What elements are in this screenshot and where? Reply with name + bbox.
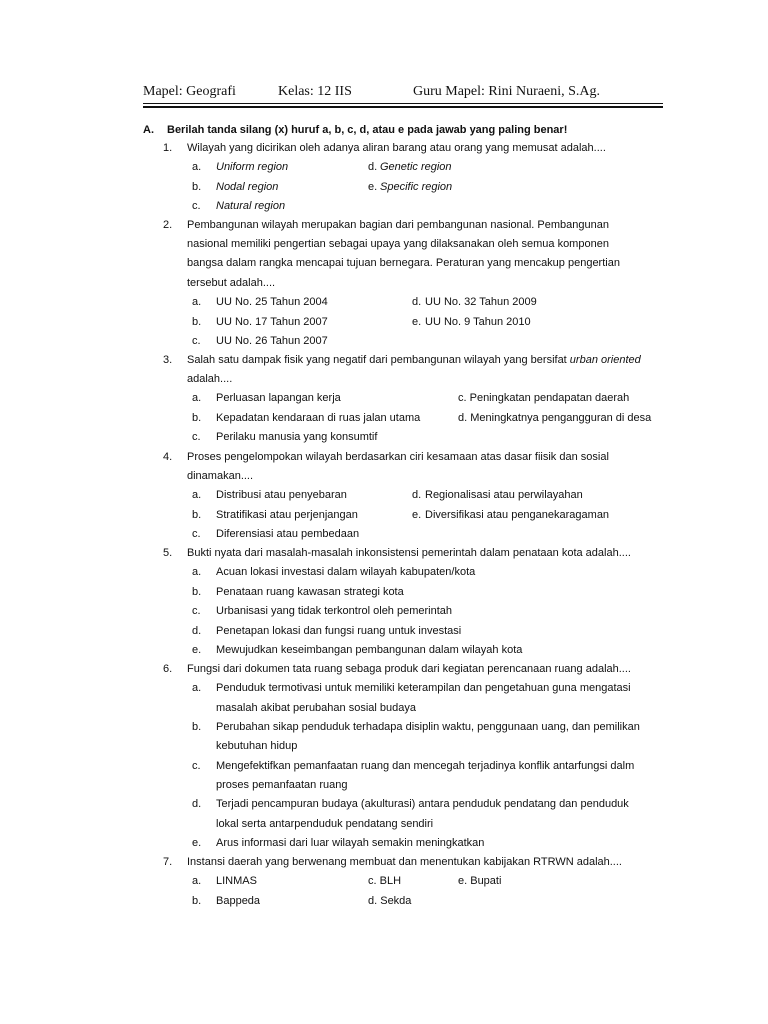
option-text-continued: kebutuhan hidup [216, 740, 298, 752]
option-label: e. [368, 181, 378, 193]
question-text: tersebut adalah.... [187, 277, 276, 289]
option-text: Urbanisasi yang tidak terkontrol oleh pemerintah [216, 605, 453, 617]
option-label: b. [192, 509, 202, 521]
header-rule-thick [143, 106, 663, 108]
option-label: e. [192, 644, 202, 656]
question-text-prefix: Salah satu dampak fisik yang negatif dari pembangunan wilayah yang bersifat [187, 354, 570, 366]
question-text: bangsa dalam rangka mencapai tujuan bernegara. Peraturan yang mencakup pengertian [187, 257, 620, 269]
option-text: c. BLH [368, 875, 402, 887]
option-label: c. [192, 335, 201, 347]
header-rule-thin [143, 103, 663, 104]
option-text: Diversifikasi atau penganekaragaman [425, 509, 610, 521]
option-text: Genetic region [380, 161, 452, 173]
option-label: c. [192, 431, 201, 443]
option-label: c. [192, 200, 201, 212]
option-label: a. [192, 392, 202, 404]
option-text: Perubahan sikap penduduk terhadapa disiplin waktu, penggunaan uang, dan pemilikan [216, 721, 640, 733]
option-text: UU No. 26 Tahun 2007 [216, 335, 328, 347]
option-text-continued: lokal serta antarpenduduk pendatang sendiri [216, 818, 434, 830]
question-text: Instansi daerah yang berwenang membuat dan menentukan kabijakan RTRWN adalah.... [187, 856, 622, 868]
option-label: d. [368, 161, 378, 173]
question-text [187, 353, 641, 367]
option-label: c. [192, 528, 201, 540]
question-text: nasional memiliki pengertian sebagai upaya yang dilaksanakan oleh semua komponen [187, 238, 609, 250]
option-text: UU No. 25 Tahun 2004 [216, 296, 328, 308]
option-text: UU No. 32 Tahun 2009 [425, 296, 537, 308]
option-label: a. [192, 566, 202, 578]
option-text: Perluasan lapangan kerja [216, 392, 341, 404]
option-text: Mengefektifkan pemanfaatan ruang dan mencegah terjadinya konflik antarfungsi dalm [216, 760, 635, 772]
option-label: b. [192, 412, 202, 424]
option-text: Nodal region [216, 181, 279, 193]
option-label: d. [412, 296, 422, 308]
option-label: e. [192, 837, 202, 849]
question-text: Proses pengelompokan wilayah berdasarkan ciri kesamaan atas dasar fiisik dan sosial [187, 451, 609, 463]
option-text: c. Peningkatan pendapatan daerah [458, 392, 630, 404]
option-text: Penduduk termotivasi untuk memiliki keterampilan dan pengetahuan guna mengatasi [216, 682, 631, 694]
option-text: Perilaku manusia yang konsumtif [216, 431, 378, 443]
option-text-continued: proses pemanfaatan ruang [216, 779, 348, 791]
option-text: e. Bupati [458, 875, 502, 887]
option-text: Kepadatan kendaraan di ruas jalan utama [216, 412, 421, 424]
question-number: 5. [163, 547, 173, 559]
option-text: Diferensiasi atau pembedaan [216, 528, 360, 540]
section-letter: A. [143, 124, 154, 136]
option-text: Mewujudkan keseimbangan pembangunan dalam wilayah kota [216, 644, 523, 656]
section-instruction [143, 124, 567, 136]
option-text: UU No. 9 Tahun 2010 [425, 316, 531, 328]
option-text: LINMAS [216, 875, 257, 887]
option-label: d. [412, 489, 422, 501]
question-text-italic: urban oriented [569, 354, 641, 366]
option-label: b. [192, 316, 202, 328]
question-text: Pembangunan wilayah merupakan bagian dari pembangunan nasional. Pembangunan [187, 219, 609, 231]
option-label: e. [412, 316, 422, 328]
question-number: 1. [163, 142, 173, 154]
question-text: dinamakan.... [187, 470, 254, 482]
option-label: c. [192, 605, 201, 617]
option-label: a. [192, 161, 202, 173]
option-label: a. [192, 682, 202, 694]
question-number: 4. [163, 451, 173, 463]
question-number: 6. [163, 663, 173, 675]
option-label: d. [192, 798, 202, 810]
option-text: UU No. 17 Tahun 2007 [216, 316, 328, 328]
option-text-continued: masalah akibat perubahan sosial budaya [216, 702, 416, 714]
question-number: 2. [163, 219, 173, 231]
option-text: Terjadi pencampuran budaya (akulturasi) antara penduduk pendatang dan penduduk [216, 798, 629, 810]
option-label: b. [192, 181, 202, 193]
question-number: 7. [163, 856, 173, 868]
option-label: e. [412, 509, 422, 521]
option-text: Regionalisasi atau perwilayahan [425, 489, 583, 501]
class-label: Kelas: 12 IIS [278, 84, 352, 99]
option-text: Penetapan lokasi dan fungsi ruang untuk investasi [216, 625, 462, 637]
option-label: c. [192, 760, 201, 772]
option-text: Bappeda [216, 895, 261, 907]
instruction-text: Berilah tanda silang (x) huruf a, b, c, d, atau e pada jawab yang paling benar! [167, 124, 568, 136]
option-text: Uniform region [216, 161, 289, 173]
question-text: adalah.... [187, 373, 233, 385]
subject-label: Mapel: Geografi [143, 84, 236, 99]
option-label: b. [192, 586, 202, 598]
option-text: Natural region [216, 200, 286, 212]
teacher-label: Guru Mapel: Rini Nuraeni, S.Ag. [413, 84, 601, 99]
option-text: Distribusi atau penyebaran [216, 489, 347, 501]
option-text: Stratifikasi atau perjenjangan [216, 509, 358, 521]
option-label: a. [192, 875, 202, 887]
option-label: a. [192, 489, 202, 501]
question-text: Bukti nyata dari masalah-masalah inkonsistensi pemerintah dalam penataan kota adalah.... [187, 547, 631, 559]
option-text: Acuan lokasi investasi dalam wilayah kabupaten/kota [216, 566, 476, 578]
question-text: Fungsi dari dokumen tata ruang sebaga produk dari kegiatan perencanaan ruang adalah.... [187, 663, 631, 675]
option-label: b. [192, 721, 202, 733]
option-text: Specific region [380, 181, 453, 193]
option-label: b. [192, 895, 202, 907]
option-text: Arus informasi dari luar wilayah semakin meningkatkan [216, 837, 485, 849]
option-label: d. [192, 625, 202, 637]
option-text: Penataan ruang kawasan strategi kota [216, 586, 404, 598]
question-number: 3. [163, 354, 173, 366]
option-text: d. Meningkatnya pengangguran di desa [458, 412, 652, 424]
question-text: Wilayah yang dicirikan oleh adanya aliran barang atau orang yang memusat adalah.... [187, 142, 606, 154]
option-text: d. Sekda [368, 895, 412, 907]
option-label: a. [192, 296, 202, 308]
